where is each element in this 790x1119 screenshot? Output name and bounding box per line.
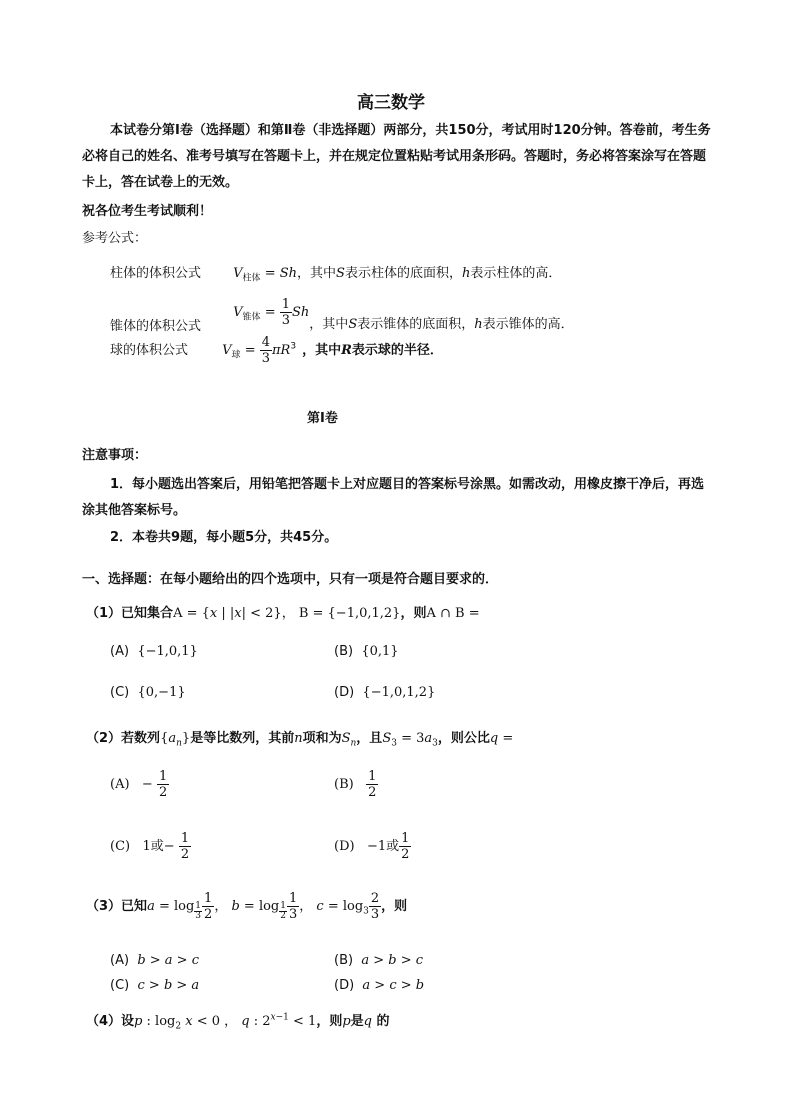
q3-option-c[interactable]: (C) c > b > a	[110, 978, 200, 993]
question-2-mid2: 项和为	[302, 731, 342, 746]
formula-sphere: 球的体积公式 $V_球$ = $\frac{4}{3}$ $\pi R^3$ ，其中R表示球的半径．	[110, 335, 443, 366]
notes-title: 注意事项：	[82, 448, 148, 463]
question-2-number: （2）	[86, 731, 122, 746]
formula-column: 柱体的体积公式 $V_{柱体} = Sh$，其中S表示柱体的底面积，h表示柱体的高．	[110, 266, 562, 284]
formula-sphere-label: 球的体积公式	[110, 343, 189, 358]
formula-cone: 锥体的体积公式 $V_{锥体}$ = $\frac{1}{3}$ Sh，其中S表示锥体的底面积，h表示锥体的高．	[110, 297, 574, 334]
question-3: （3）已知a = log $_{\frac{1}{3}}$ $\frac{1}{2}$ ， b = log $_{\frac{1}{2}}$ $\frac{1}{3}$ ， $c = \log_3$ $\frac{2}{3}$ ，则	[86, 891, 408, 922]
q2-option-c[interactable]: (C) 1或− $\frac{1}{2}$	[110, 831, 190, 862]
question-4-mid: ，则	[316, 1014, 343, 1029]
page-title: 高三数学	[357, 93, 425, 113]
question-2-mid3: ，且	[356, 731, 383, 746]
formula-cone-h-desc: 表示锥体的高．	[482, 317, 574, 332]
fraction-four-thirds: $\frac{4}{3}$	[261, 335, 271, 366]
q1-option-c[interactable]: (C) {0,−1}	[110, 685, 186, 700]
q1-option-a[interactable]: (A) {−1,0,1}	[110, 644, 198, 659]
formula-cone-s-desc: 表示锥体的底面积，	[357, 317, 475, 332]
wish-line: 祝各位考生考试顺利！	[82, 204, 213, 219]
q1-option-d[interactable]: (D) {−1,0,1,2}	[334, 685, 436, 700]
formula-cone-text: ，其中	[309, 317, 349, 332]
note-one: 1．每小题选出答案后，用铅笔把答题卡上对应题目的答案标号涂黑。如需改动，用橡皮擦干净后，再选涂其他答案标号。	[82, 477, 705, 518]
formula-column-text: ，其中	[297, 266, 337, 281]
q3-option-d[interactable]: (D) a > c > b	[334, 978, 425, 993]
formula-column-h-desc: 表示柱体的高．	[470, 266, 562, 281]
part-one-title: 第Ⅰ卷	[307, 411, 338, 426]
q2-option-b[interactable]: (B) $\frac{1}{2}$	[334, 769, 377, 800]
question-3-number: （3）	[86, 899, 122, 914]
question-4-tail: 是	[350, 1014, 364, 1029]
q1-option-b[interactable]: (B) {0,1}	[334, 644, 399, 659]
q3-option-a[interactable]: (A) b > a > c	[110, 953, 199, 968]
question-2-lead: 若数列	[121, 731, 161, 746]
question-1-cond: ，则	[400, 606, 427, 621]
note-two: 2．本卷共9题，每小题5分，共45分。	[110, 530, 338, 545]
formula-sphere-r-desc: 表示球的半径．	[351, 343, 443, 358]
formula-column-s-desc: 表示柱体的底面积，	[344, 266, 462, 281]
question-3-tail: ，则	[381, 899, 408, 914]
question-2-mid: 是等比数列，其前	[190, 731, 295, 746]
formula-cone-label: 锥体的体积公式	[110, 319, 202, 334]
question-4-number: （4）	[86, 1014, 122, 1029]
question-3-lead: 已知	[121, 899, 148, 914]
q2-option-a[interactable]: (A) − $\frac{1}{2}$	[110, 769, 168, 800]
fraction-one-third: $\frac{1}{3}$	[281, 297, 291, 328]
reference-title: 参考公式：	[82, 231, 148, 246]
question-2: （2）若数列$\{a_n\}$是等比数列，其前n项和为$S_n$，且$S_3 = 3a_3$，则公比q =	[86, 731, 514, 749]
question-1-number: （1）	[86, 606, 122, 621]
question-4-tail2: 的	[376, 1014, 390, 1029]
question-2-tail: ，则公比	[437, 731, 490, 746]
q3-option-b[interactable]: (B) a > b > c	[334, 953, 423, 968]
formula-column-label: 柱体的体积公式	[110, 266, 202, 281]
intro-paragraph: 本试卷分第Ⅰ卷（选择题）和第Ⅱ卷（非选择题）两部分，共150分，考试用时120分钟。答卷前，考生务必将自己的姓名、准考号填写在答题卡上，并在规定位置粘贴考试用条形码。答题时，务必将答案涂写在答题卡上，答在试卷上的无效。	[82, 123, 711, 190]
question-1-lead: 已知集合	[121, 606, 174, 621]
q2-option-d[interactable]: (D) −1或 $\frac{1}{2}$	[334, 831, 410, 862]
section-one-heading: 一、选择题：在每小题给出的四个选项中，只有一项是符合题目要求的．	[82, 572, 499, 587]
formula-sphere-text: ，其中	[302, 343, 342, 358]
question-4-lead: 设	[121, 1014, 135, 1029]
question-4: （4）设p : $\log_2 x < 0$ ， q : $2^{x-1} < 1$，则p是q 的	[86, 1012, 390, 1032]
question-1: （1）已知集合A = {x | |x| < 2}， B = {−1,0,1,2}，则A ∩ B =	[86, 606, 480, 621]
